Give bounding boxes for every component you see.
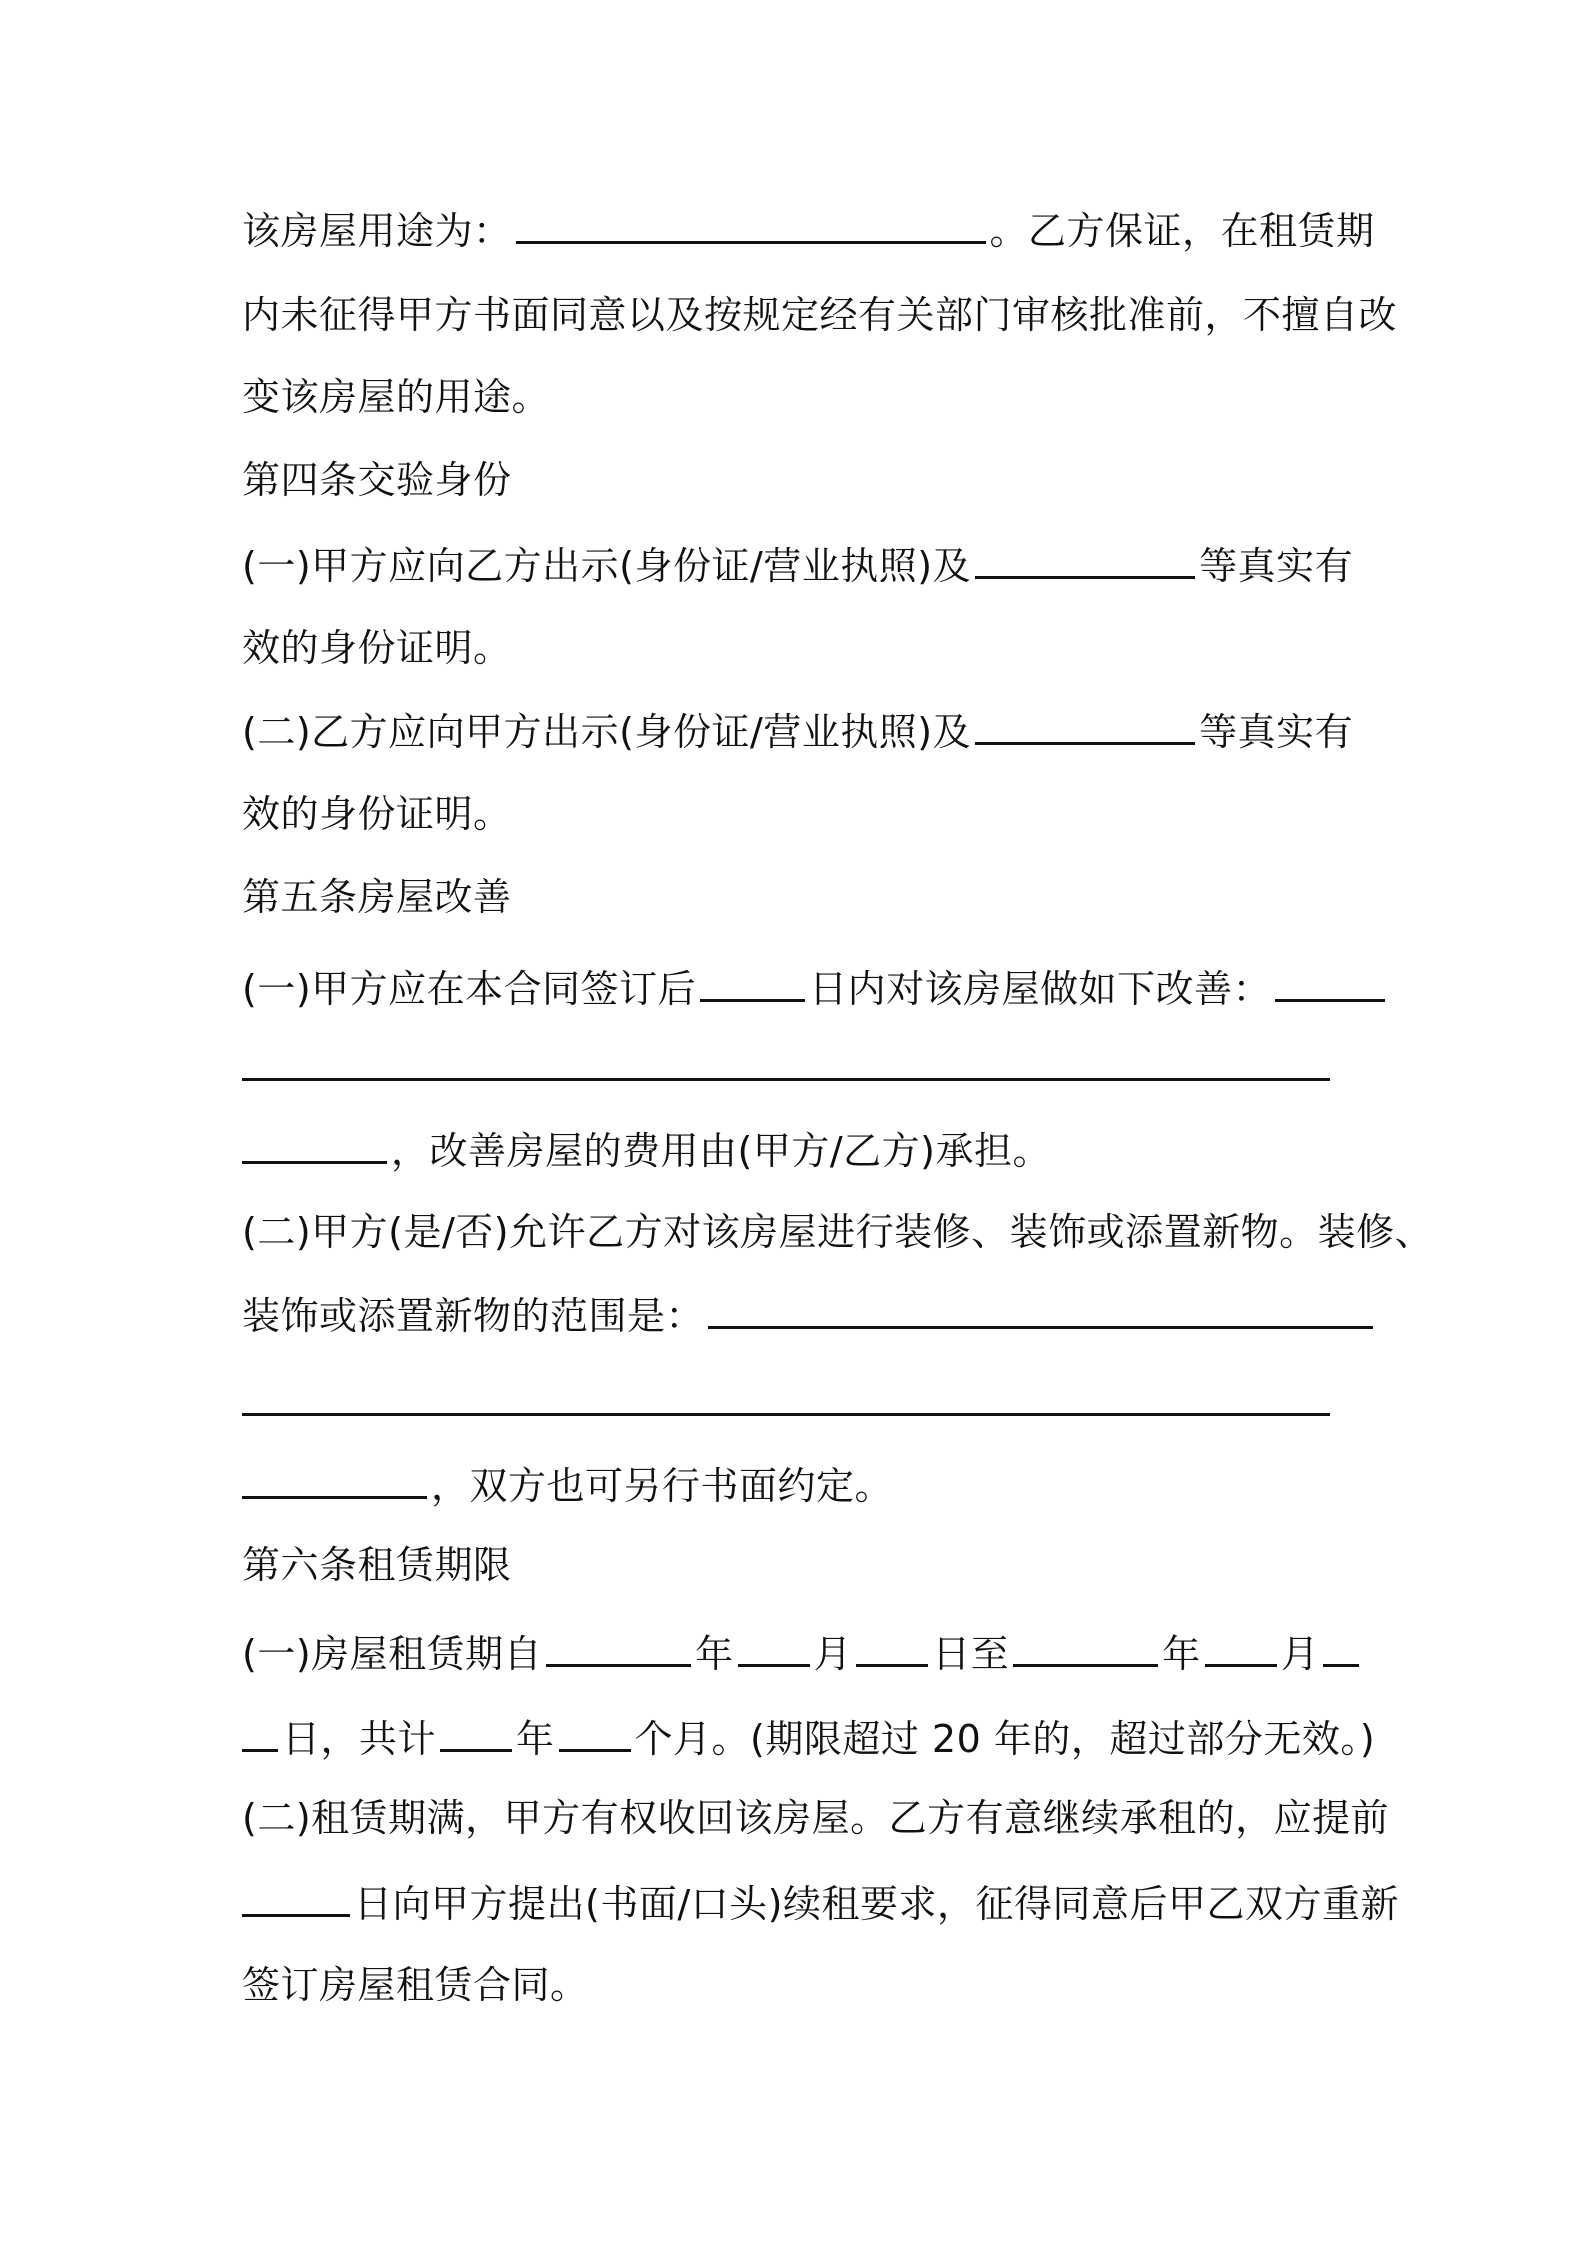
paragraph-line: (二)甲方(是/否)允许乙方对该房屋进行装修、装饰或添置新物。装修、 bbox=[242, 1210, 1434, 1254]
text: 等真实有 bbox=[1199, 710, 1354, 754]
paragraph-line bbox=[242, 1628, 1363, 1679]
text: 该房屋用途为： bbox=[242, 209, 512, 253]
fill-blank bbox=[700, 963, 805, 1002]
paragraph-line: 效的身份证明。 bbox=[242, 626, 512, 670]
text: (二)乙方应向甲方出示(身份证/营业执照)及 bbox=[242, 710, 972, 754]
text: ，改善房屋的费用由(甲方/乙方)承担。 bbox=[391, 1129, 1051, 1173]
paragraph-line bbox=[242, 1460, 893, 1511]
text: 日向甲方提出(书面/口头)续租要求，征得同意后甲乙双方重新 bbox=[354, 1882, 1399, 1926]
text: 月 bbox=[1280, 1632, 1320, 1676]
text: 日至 bbox=[932, 1632, 1010, 1676]
paragraph-line: 签订房屋租赁合同。 bbox=[242, 1963, 589, 2007]
text: (一)甲方应向乙方出示(身份证/营业执照)及 bbox=[242, 544, 972, 588]
fill-blank bbox=[1275, 963, 1385, 1002]
text: (一)房屋租赁期自 bbox=[242, 1632, 543, 1676]
text: 日内对该房屋做如下改善： bbox=[809, 967, 1272, 1011]
paragraph-line bbox=[242, 963, 1389, 1014]
paragraph-line bbox=[242, 205, 1375, 256]
article-6-title: 第六条租赁期限 bbox=[242, 1543, 512, 1587]
paragraph-line: (二)租赁期满，甲方有权收回该房屋。乙方有意继续承租的，应提前 bbox=[242, 1796, 1390, 1840]
paragraph-line: 内未征得甲方书面同意以及按规定经有关部门审核批准前，不擅自改 bbox=[242, 293, 1398, 337]
fill-blank-line bbox=[242, 1078, 1330, 1081]
article-4-title: 第四条交验身份 bbox=[242, 458, 512, 502]
paragraph-line bbox=[242, 1878, 1399, 1929]
fill-blank-line bbox=[242, 1413, 1330, 1416]
fill-blank bbox=[242, 1125, 387, 1164]
paragraph-line: 变该房屋的用途。 bbox=[242, 375, 551, 419]
fill-blank bbox=[516, 205, 986, 244]
text: 年 bbox=[1162, 1632, 1201, 1676]
fill-blank bbox=[1205, 1628, 1277, 1667]
paragraph-line bbox=[242, 540, 1353, 591]
fill-blank bbox=[242, 1713, 278, 1752]
paragraph-line: 效的身份证明。 bbox=[242, 792, 512, 836]
paragraph-line bbox=[242, 1713, 1375, 1764]
fill-blank bbox=[1013, 1628, 1158, 1667]
fill-blank bbox=[975, 540, 1195, 579]
fill-blank bbox=[708, 1290, 1373, 1329]
text: 日，共计 bbox=[282, 1717, 437, 1761]
fill-blank bbox=[856, 1628, 928, 1667]
fill-blank bbox=[440, 1713, 512, 1752]
fill-blank bbox=[975, 706, 1195, 745]
fill-blank bbox=[1323, 1628, 1359, 1667]
fill-blank bbox=[559, 1713, 631, 1752]
text: 年 bbox=[516, 1717, 555, 1761]
text: 等真实有 bbox=[1199, 544, 1354, 588]
paragraph-line bbox=[242, 1125, 1051, 1176]
text: 装饰或添置新物的范围是： bbox=[242, 1294, 705, 1338]
fill-blank bbox=[242, 1878, 350, 1917]
paragraph-line bbox=[242, 1290, 1377, 1341]
fill-blank bbox=[242, 1460, 427, 1499]
text: 年 bbox=[695, 1632, 734, 1676]
fill-blank bbox=[738, 1628, 810, 1667]
text: (一)甲方应在本合同签订后 bbox=[242, 967, 697, 1011]
text: 个月。(期限超过 20 年的，超过部分无效。) bbox=[634, 1717, 1376, 1761]
text: 月 bbox=[813, 1632, 853, 1676]
fill-blank bbox=[546, 1628, 691, 1667]
paragraph-line bbox=[242, 706, 1353, 757]
text: ，双方也可另行书面约定。 bbox=[431, 1464, 894, 1508]
article-5-title: 第五条房屋改善 bbox=[242, 875, 512, 919]
text: 。乙方保证，在租赁期 bbox=[989, 209, 1375, 253]
